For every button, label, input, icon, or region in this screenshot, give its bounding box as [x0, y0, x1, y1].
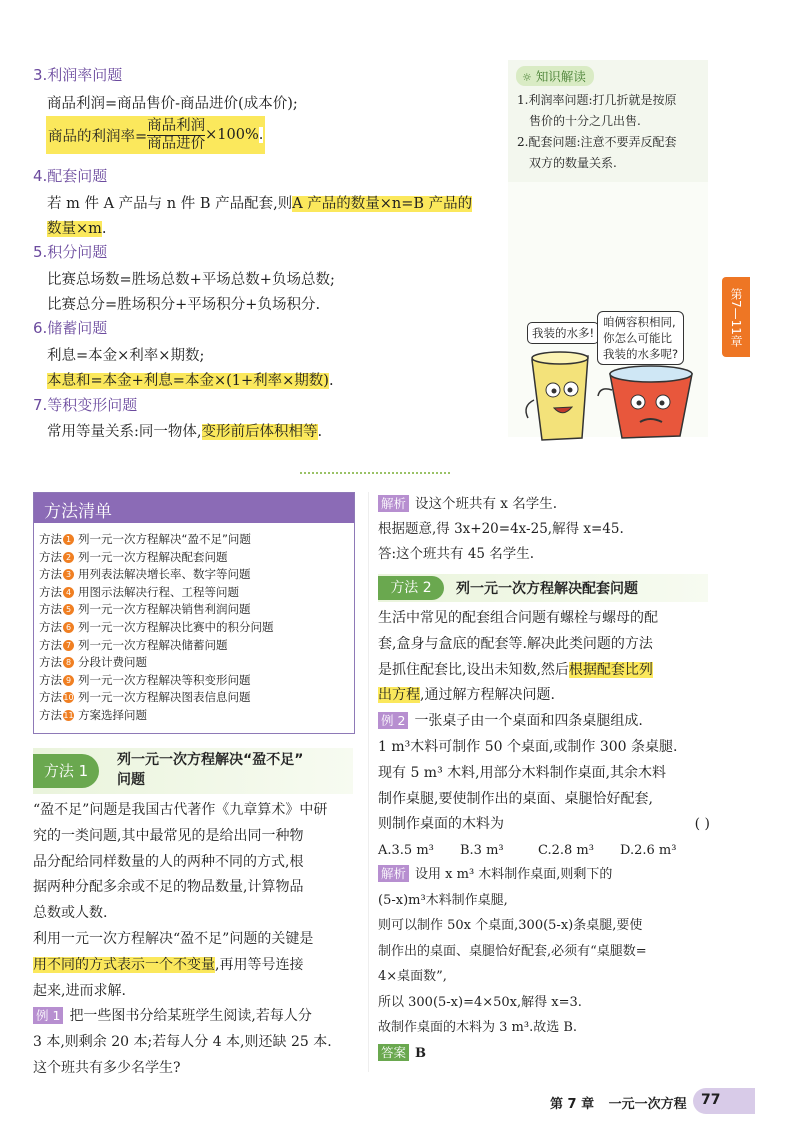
footer-title: 一元一次方程	[608, 1097, 687, 1112]
speech-right-line-2: 你怎么可能比	[603, 331, 672, 345]
savings-line-1: 利息=本金×利率×期数;	[47, 348, 205, 364]
tip-text	[517, 90, 677, 174]
method-item-text: 用列表法解决增长率、数字等问题	[78, 567, 251, 582]
method-list-box	[33, 492, 355, 734]
section-6-title: 6.储蓄问题	[33, 319, 108, 337]
method-1-p1-line: 品分配给同样数量的人的两种不同的方式,根	[33, 853, 304, 870]
method-item-text: 列一元一次方程解决“盈不足”问题	[78, 532, 251, 546]
method-2-body	[378, 606, 710, 864]
option-d: D.2.6 m³	[620, 843, 677, 859]
example-1-text-1: 把一些图书分给某班学生阅读,若每人分	[69, 1008, 312, 1025]
method-1-badge: 方法 1	[33, 754, 99, 788]
method-prefix: 方法	[39, 584, 62, 599]
savings-line-2	[47, 369, 334, 390]
savings-line-2-b: .	[328, 373, 334, 389]
answer-tag: 答案	[378, 1044, 409, 1061]
matching-line-2-a: 数量×m	[47, 221, 102, 237]
profit-rate-end: .	[258, 127, 264, 143]
speech-bubble-left: 我装的水多!	[527, 322, 599, 344]
method-prefix: 方法	[39, 672, 62, 687]
example-2-text-1: 一张桌子由一个桌面和四条桌腿组成.	[414, 713, 643, 730]
method-2-line-2: 套,盒身与盒底的配套等.解决此类问题的方法	[378, 635, 653, 652]
section-7-title: 7.等积变形问题	[33, 396, 138, 414]
profit-rate-lead: 商品的利润率=	[48, 128, 148, 145]
method-2-badge: 方法 2	[378, 576, 444, 600]
method-2-line-3-a: 是抓住配套比,设出未知数,然后	[378, 661, 569, 678]
tip-box	[508, 60, 708, 182]
method-number-badge: 1	[63, 534, 74, 545]
cups-cartoon-illustration	[520, 350, 710, 445]
method-prefix: 方法	[39, 637, 62, 652]
example-2-text-5: 则制作桌面的木料为	[378, 816, 504, 833]
method-1-paragraph-1	[33, 798, 359, 927]
method-item-text: 列一元一次方程解决销售利润问题	[78, 602, 251, 617]
tip-line-4: 双方的数量关系.	[529, 156, 617, 170]
footer-chapter-info	[550, 1093, 687, 1112]
example-1-line-2: 3 本,则剩余 20 本;若每人分 4 本,则还缺 25 本.	[33, 1034, 332, 1051]
example-2-line-3: 现有 5 m³ 木料,用部分木料制作桌面,其余木料	[378, 764, 667, 781]
method-1-p2-highlight: 用不同的方式表示一个不变量	[33, 956, 215, 973]
column-divider	[368, 492, 371, 1072]
method-list-item	[39, 619, 274, 637]
method-list-item	[39, 584, 274, 602]
method-number-badge: 11	[63, 710, 74, 720]
options-row	[378, 838, 710, 864]
matching-line-1	[47, 192, 472, 213]
answer-blank: ( )	[694, 816, 710, 833]
method-prefix: 方法	[39, 707, 62, 722]
method-number-badge: 2	[63, 552, 74, 563]
example-1-line-1	[33, 1004, 359, 1030]
page-number: 77	[701, 1092, 721, 1108]
method-number-badge: 5	[63, 604, 74, 615]
solution-2-line-6: 所以 300(5-x)=4×50x,解得 x=3.	[378, 994, 582, 1010]
method-list-item	[39, 672, 274, 690]
method-list-item	[39, 549, 274, 567]
method-1-title	[117, 750, 303, 790]
method-2-line-4-b: ,通过解方程解决问题.	[420, 687, 555, 704]
tip-line-2: 售价的十分之几出售.	[529, 114, 641, 128]
section-divider	[300, 472, 450, 474]
lightbulb-icon: ☼	[522, 71, 532, 84]
tip-label-badge	[516, 66, 594, 86]
method-list-item	[39, 566, 274, 584]
method-2-line-1: 生活中常见的配套组合问题有螺栓与螺母的配	[378, 610, 658, 626]
example-2-line-2: 1 m³木料可制作 50 个桌面,或制作 300 条桌腿.	[378, 738, 678, 755]
method-item-text: 列一元一次方程解决图表信息问题	[78, 690, 251, 705]
solution-1-tag: 解析	[378, 495, 409, 512]
solution-2-line-4: 制作出的桌面、桌腿恰好配套,必须有“桌腿数=	[378, 943, 647, 959]
method-list-item	[39, 654, 274, 672]
volume-line-b: 变形前后体积相等	[201, 424, 318, 440]
solution-2-line-3: 则可以制作 50x 个桌面,300(5-x)条桌腿,要使	[378, 918, 643, 933]
example-1-line-3: 这个班共有多少名学生?	[33, 1059, 181, 1076]
profit-rate-fraction	[147, 118, 205, 153]
chapter-side-tab: 第7—11章	[722, 277, 750, 357]
option-c: C.2.8 m³	[538, 843, 594, 859]
score-line-1: 比赛总场数=胜场总数+平场总数+负场总数;	[47, 272, 335, 288]
profit-rate-tail: ×100%	[205, 127, 259, 143]
method-number-badge: 6	[63, 622, 74, 633]
method-list-item	[39, 637, 274, 655]
method-number-badge: 9	[63, 675, 74, 686]
tip-line-3: 2.配套问题:注意不要弄反配套	[517, 135, 677, 149]
method-1-p2-line-3: 起来,进而求解.	[33, 982, 126, 999]
solution-2-line-2: (5-x)m³木料制作桌腿,	[378, 892, 508, 908]
footer-chapter: 第 7 章	[550, 1097, 595, 1112]
method-prefix: 方法	[39, 567, 62, 582]
method-2-line-3	[378, 658, 710, 684]
method-number-badge: 10	[63, 693, 74, 703]
matching-line-2	[47, 217, 107, 238]
solution-2-line-7: 故制作桌面的木料为 3 m³.故选 B.	[378, 1020, 578, 1035]
method-1-p2-rest: ,再用等号连接	[215, 956, 304, 973]
example-2-line-5	[378, 812, 710, 838]
method-prefix: 方法	[39, 602, 62, 617]
method-1-p1-line: 据两种分配多余或不足的物品数量,计算物品	[33, 879, 304, 896]
method-1-p1-line: 究的一类问题,其中最常见的是给出同一种物	[33, 827, 304, 844]
method-2-title: 列一元一次方程解决配套问题	[456, 581, 638, 597]
volume-line-c: .	[317, 424, 323, 440]
method-list-item	[39, 531, 274, 549]
example-2-tag: 例 2	[378, 712, 408, 729]
method-2-line-4	[378, 683, 710, 709]
yellow-cup-icon	[526, 352, 588, 440]
savings-line-2-a: 本息和=本金+利息=本金×(1+利率×期数)	[47, 373, 329, 389]
method-item-text: 方案选择问题	[78, 707, 147, 722]
method-1-body	[33, 798, 359, 1082]
method-item-text: 列一元一次方程解决配套问题	[78, 549, 228, 564]
method-1-title-line-1: 列一元一次方程解决“盈不足”	[117, 752, 304, 768]
example-1-tag: 例 1	[33, 1007, 63, 1024]
volume-line-a: 常用等量关系:同一物体,	[47, 424, 202, 440]
fraction-numerator: 商品利润	[147, 117, 206, 134]
answer-line	[378, 1041, 710, 1067]
method-item-text: 分段计费问题	[78, 655, 147, 670]
method-prefix: 方法	[39, 619, 62, 634]
method-2-line-4-a: 出方程	[378, 687, 420, 704]
section-5-title: 5.积分问题	[33, 243, 108, 261]
method-1-title-line-2: 问题	[117, 772, 145, 788]
solution-2	[378, 862, 710, 1066]
matching-line-1-b: A 产品的数量×n=B 产品的	[292, 196, 473, 212]
method-number-badge: 4	[63, 587, 74, 598]
method-1-p2-line-1: 利用一元一次方程解决“盈不足”问题的关键是	[33, 930, 314, 947]
speech-right-line-3: 我装的水多呢?	[603, 347, 679, 361]
method-1-p1-line: 总数或人数.	[33, 905, 108, 922]
method-item-text: 列一元一次方程解决储蓄问题	[78, 637, 228, 652]
solution-1-line-1	[378, 492, 723, 517]
option-a: A.3.5 m³	[378, 843, 434, 859]
method-1-p2-line-2	[33, 953, 359, 979]
red-bowl-icon	[598, 366, 692, 438]
solution-1	[378, 492, 723, 567]
method-1-p1-line: “盈不足”问题是我国古代著作《九章算术》中研	[33, 802, 328, 818]
matching-line-2-b: .	[101, 221, 107, 237]
solution-2-line-1	[378, 862, 710, 888]
method-2-line-3-b: 根据配套比列	[568, 661, 653, 678]
section-4-title: 4.配套问题	[33, 167, 108, 185]
method-prefix: 方法	[39, 549, 62, 564]
section-3-title: 3.利润率问题	[33, 66, 123, 84]
example-2-line-1	[378, 709, 710, 735]
method-1-header	[33, 748, 353, 794]
volume-line	[47, 420, 322, 441]
solution-1-line-2: 根据题意,得 3x+20=4x-25,解得 x=45.	[378, 521, 624, 537]
page-number-badge	[693, 1088, 755, 1114]
method-item-text: 列一元一次方程解决比赛中的积分问题	[78, 619, 274, 634]
method-list-header	[34, 493, 354, 523]
method-list-item	[39, 707, 274, 725]
matching-line-1-a: 若 m 件 A 产品与 n 件 B 产品配套,则	[47, 196, 293, 212]
solution-2-tag: 解析	[378, 865, 409, 882]
method-number-badge: 3	[63, 569, 74, 580]
speech-right-line-1: 咱俩容积相同,	[603, 315, 676, 329]
method-prefix: 方法	[39, 655, 62, 670]
profit-line: 商品利润=商品售价-商品进价(成本价);	[47, 96, 298, 112]
option-b: B.3 m³	[460, 843, 504, 859]
method-prefix: 方法	[39, 532, 62, 546]
method-2-header	[378, 574, 708, 602]
example-2-line-4: 制作桌腿,要使制作出的桌面、桌腿恰好配套,	[378, 790, 653, 807]
tip-label: 知识解读	[535, 69, 586, 84]
fraction-denominator: 商品进价	[147, 135, 206, 152]
method-list	[39, 531, 274, 725]
method-number-badge: 8	[63, 657, 74, 668]
answer-value: B	[415, 1045, 427, 1061]
score-line-2: 比赛总分=胜场积分+平场积分+负场积分.	[47, 297, 321, 313]
method-list-item	[39, 601, 274, 619]
method-number-badge: 7	[63, 640, 74, 651]
solution-1-line-3: 答:这个班共有 45 名学生.	[378, 546, 535, 562]
method-list-title: 方法清单	[44, 502, 112, 522]
method-prefix: 方法	[39, 690, 62, 705]
profit-rate-formula	[46, 116, 265, 154]
solution-2-text-1: 设用 x m³ 木料制作桌面,则剩下的	[415, 867, 613, 882]
solution-2-line-5: 4×桌面数”,	[378, 969, 447, 984]
solution-1-text-1: 设这个班共有 x 名学生.	[415, 496, 558, 512]
method-list-item	[39, 689, 274, 707]
method-item-text: 列一元一次方程解决等积变形问题	[78, 672, 251, 687]
tip-line-1: 1.利润率问题:打几折就是按原	[517, 93, 677, 107]
method-item-text: 用图示法解决行程、工程等问题	[78, 584, 239, 599]
